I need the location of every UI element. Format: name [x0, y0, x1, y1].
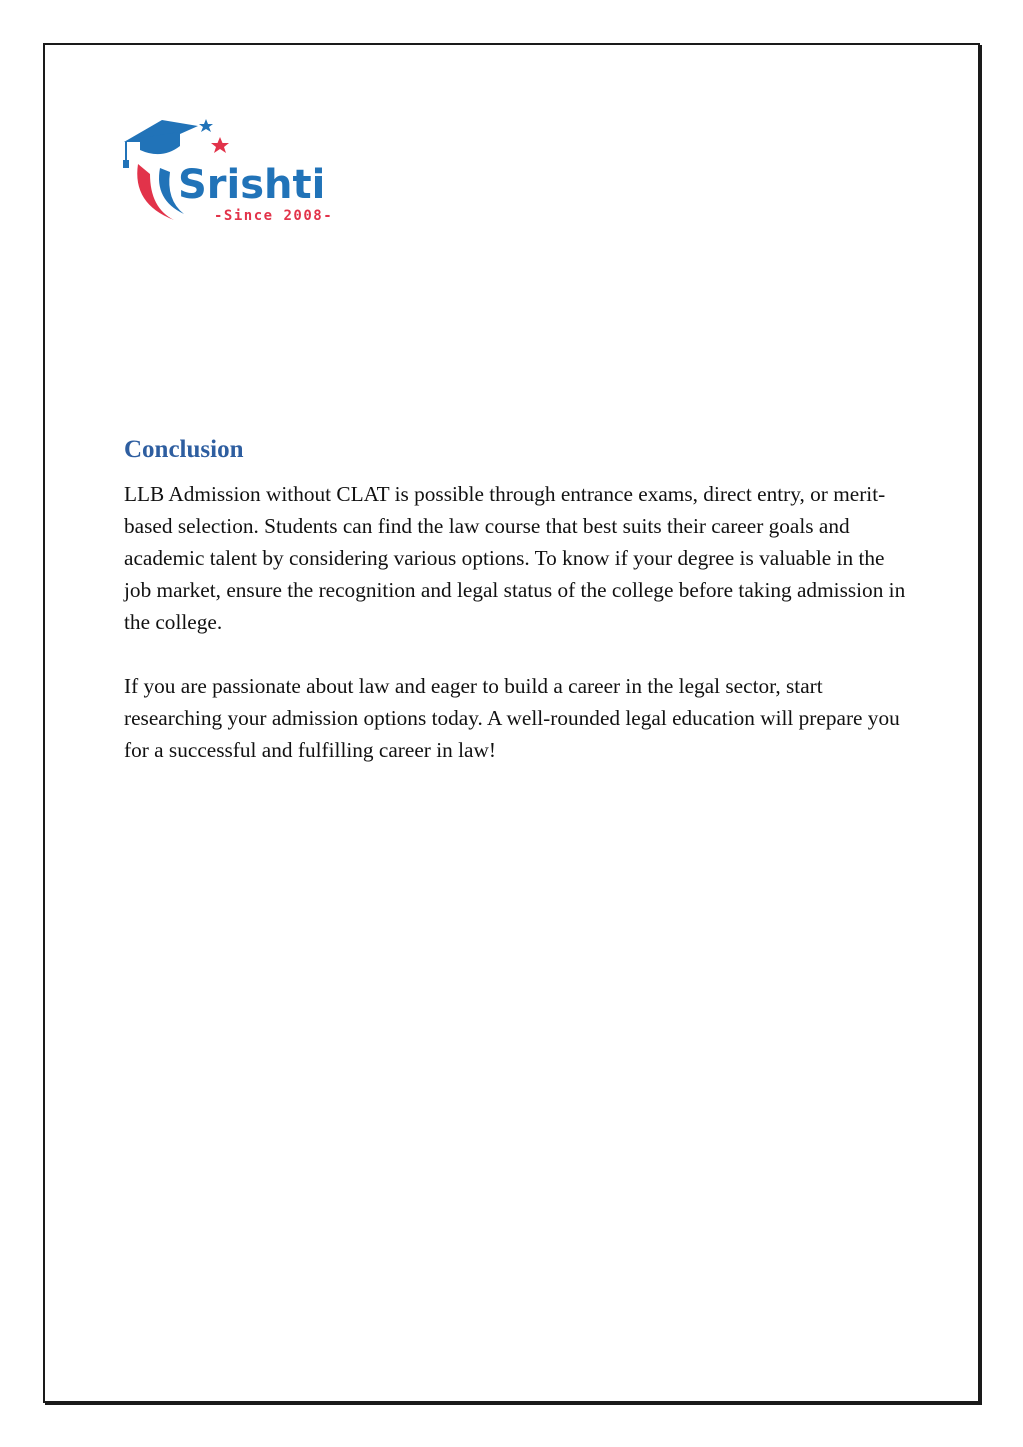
blue-star-icon: [199, 119, 213, 132]
srishti-logo: [120, 116, 352, 228]
paragraph: LLB Admission without CLAT is possible through entrance exams, direct entry, or merit-based selection. Students can find the law course that best suits their career goals and academic talent by considering various options. To know if your degree is valuable in the job market, ensure the recognition and legal status of the college before taking admission in the college.: [124, 482, 906, 635]
red-star-icon: [211, 137, 229, 153]
logo-brand-text: Srishti: [178, 162, 326, 208]
logo-tagline-text: -Since 2008-: [214, 208, 334, 224]
section-heading: Conclusion: [124, 436, 244, 463]
logo-graphic: [120, 116, 352, 228]
paragraph: If you are passionate about law and eager to build a career in the legal sector, start researching your admission options today. A well-rounded legal education will prepare you for a successful and fulfilling career in law!: [124, 674, 900, 763]
